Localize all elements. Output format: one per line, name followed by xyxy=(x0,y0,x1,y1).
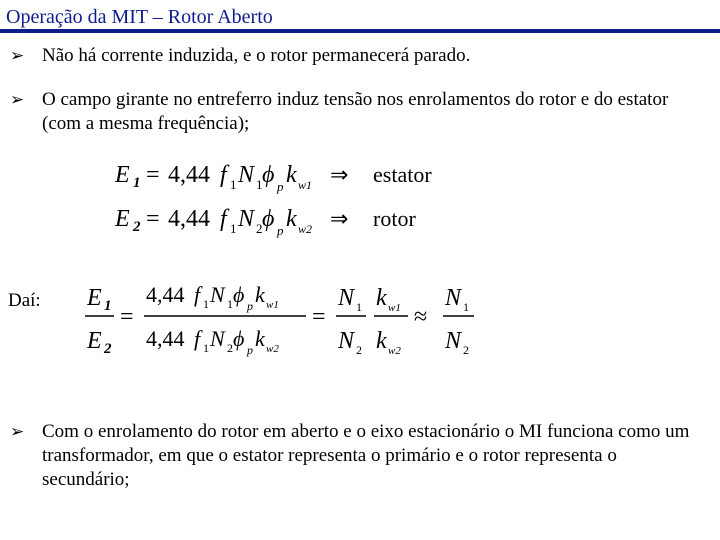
svg-text:4,44: 4,44 xyxy=(146,326,185,351)
dai-label: Daí: xyxy=(8,290,41,311)
e1-f-sub: 1 xyxy=(230,177,237,192)
e2-sub: 2 xyxy=(133,219,141,235)
svg-text:N: N xyxy=(445,285,462,311)
svg-text:w2: w2 xyxy=(266,343,279,355)
svg-text:f: f xyxy=(220,206,227,232)
svg-text:4,44: 4,44 xyxy=(146,282,185,307)
e2-f-sub: 1 xyxy=(230,221,237,236)
svg-text:N: N xyxy=(445,328,462,354)
e2-n-sub: 2 xyxy=(256,221,263,236)
ratio-equation xyxy=(85,282,474,357)
bullet-text: Não há corrente induzida, e o rotor permanecerá parado. xyxy=(42,45,471,66)
svg-text:p: p xyxy=(277,179,284,194)
e1-letter: E xyxy=(115,162,130,188)
svg-text:1: 1 xyxy=(104,298,112,314)
svg-text:=: = xyxy=(146,162,160,188)
svg-text:f: f xyxy=(194,326,201,351)
e2-kw-sub: w2 xyxy=(298,222,313,236)
svg-text:f: f xyxy=(220,162,227,188)
svg-text:p: p xyxy=(277,223,284,238)
e2-letter: E xyxy=(115,206,130,232)
svg-text:k: k xyxy=(286,162,297,188)
e1-coef: 4,44 xyxy=(168,162,210,188)
e2-coef: 4,44 xyxy=(168,206,210,232)
equation-e2 xyxy=(114,206,416,238)
svg-text:N: N xyxy=(238,206,255,232)
e1-sub: 1 xyxy=(133,175,141,191)
svg-text:=: = xyxy=(146,206,160,232)
svg-text:1: 1 xyxy=(356,300,362,314)
svg-text:1: 1 xyxy=(227,297,233,311)
arrow-bullet-icon: ➢ xyxy=(10,422,25,442)
arrow-bullet-icon: ➢ xyxy=(10,46,25,66)
e2-label: rotor xyxy=(373,206,416,231)
svg-text:N: N xyxy=(210,326,225,351)
svg-text:k: k xyxy=(286,206,297,232)
svg-text:k: k xyxy=(255,282,265,307)
svg-text:k: k xyxy=(376,285,387,311)
e1-label: estator xyxy=(373,162,432,187)
bullet-text: O campo girante no entreferro induz tensão nos enrolamentos do rotor e do estator (com a mesma frequência); xyxy=(42,89,669,134)
svg-text:N: N xyxy=(210,282,225,307)
svg-text:k: k xyxy=(255,326,265,351)
svg-text:2: 2 xyxy=(463,343,469,357)
svg-text:k: k xyxy=(376,328,387,354)
svg-text:2: 2 xyxy=(104,341,112,357)
svg-text:1: 1 xyxy=(463,300,469,314)
svg-text:≈: ≈ xyxy=(414,304,428,330)
svg-text:ϕ: ϕ xyxy=(233,282,245,307)
svg-text:w1: w1 xyxy=(388,302,401,314)
svg-text:ϕ: ϕ xyxy=(262,206,275,232)
arrow-bullet-icon: ➢ xyxy=(10,90,25,110)
svg-text:⇒: ⇒ xyxy=(330,162,349,187)
svg-text:1: 1 xyxy=(203,341,209,355)
slide-title: Operação da MIT – Rotor Aberto xyxy=(6,6,273,28)
svg-text:ϕ: ϕ xyxy=(262,162,275,188)
bullet-text: Com o enrolamento do rotor em aberto e o eixo estacionário o MI funciona como um transformador, em que o estator representa o primário e o rotor representa o secundário; xyxy=(42,421,690,490)
svg-text:p: p xyxy=(247,343,253,357)
svg-text:p: p xyxy=(247,299,253,313)
svg-text:w2: w2 xyxy=(388,345,401,357)
svg-text:N: N xyxy=(338,328,355,354)
svg-text:1: 1 xyxy=(203,297,209,311)
svg-text:N: N xyxy=(338,285,355,311)
svg-text:2: 2 xyxy=(227,341,233,355)
svg-text:E: E xyxy=(87,285,102,311)
e1-kw-sub: w1 xyxy=(298,178,313,192)
svg-text:ϕ: ϕ xyxy=(233,326,245,351)
svg-text:f: f xyxy=(194,282,201,307)
e1-n-sub: 1 xyxy=(256,177,263,192)
svg-text:⇒: ⇒ xyxy=(330,206,349,231)
svg-text:2: 2 xyxy=(356,343,362,357)
svg-text:w1: w1 xyxy=(266,299,279,311)
svg-text:=: = xyxy=(312,304,326,330)
svg-text:E: E xyxy=(87,328,102,354)
svg-text:=: = xyxy=(120,304,134,330)
equation-e1 xyxy=(114,162,432,194)
svg-text:N: N xyxy=(238,162,255,188)
